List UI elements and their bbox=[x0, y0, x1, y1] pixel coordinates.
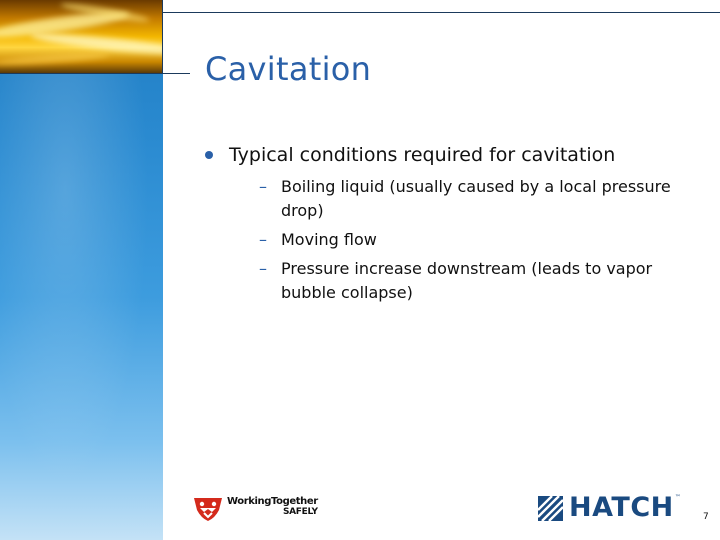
slide-title: Cavitation bbox=[205, 50, 372, 88]
flame-banner-image bbox=[0, 0, 163, 73]
sub-bullet-text: Pressure increase downstream (leads to vapor bubble collapse) bbox=[281, 259, 653, 302]
sub-bullet-item bbox=[259, 228, 685, 252]
bullet-text: Typical conditions required for cavitation bbox=[229, 144, 616, 166]
shield-people-icon bbox=[193, 496, 223, 522]
bullet-dot-icon bbox=[205, 151, 213, 159]
dash-marker: – bbox=[259, 230, 267, 249]
slide-body bbox=[205, 142, 685, 310]
sidebar-divider bbox=[162, 0, 163, 73]
bullet-item bbox=[205, 142, 685, 169]
sub-bullet-item bbox=[259, 257, 685, 305]
page-number: 7 bbox=[703, 512, 709, 522]
top-rule bbox=[163, 12, 720, 13]
hatch-logo bbox=[538, 494, 681, 522]
sub-bullet-text: Moving flow bbox=[281, 230, 377, 249]
trademark-symbol: ™ bbox=[674, 494, 681, 501]
decorative-sidebar bbox=[0, 0, 163, 540]
working-together-safely-logo bbox=[193, 496, 318, 522]
hatch-stripes-icon bbox=[538, 496, 563, 521]
sub-bullet-list bbox=[259, 175, 685, 305]
dash-marker: – bbox=[259, 177, 267, 196]
logo-text-safely: SAFELY bbox=[282, 507, 318, 517]
header-rule bbox=[0, 73, 190, 74]
dash-marker: – bbox=[259, 259, 267, 278]
hatch-wordmark: HATCH bbox=[569, 492, 674, 523]
sub-bullet-text: Boiling liquid (usually caused by a local pressure drop) bbox=[281, 177, 671, 220]
logo-text-working-together: WorkingTogether bbox=[227, 496, 318, 507]
sub-bullet-item bbox=[259, 175, 685, 223]
